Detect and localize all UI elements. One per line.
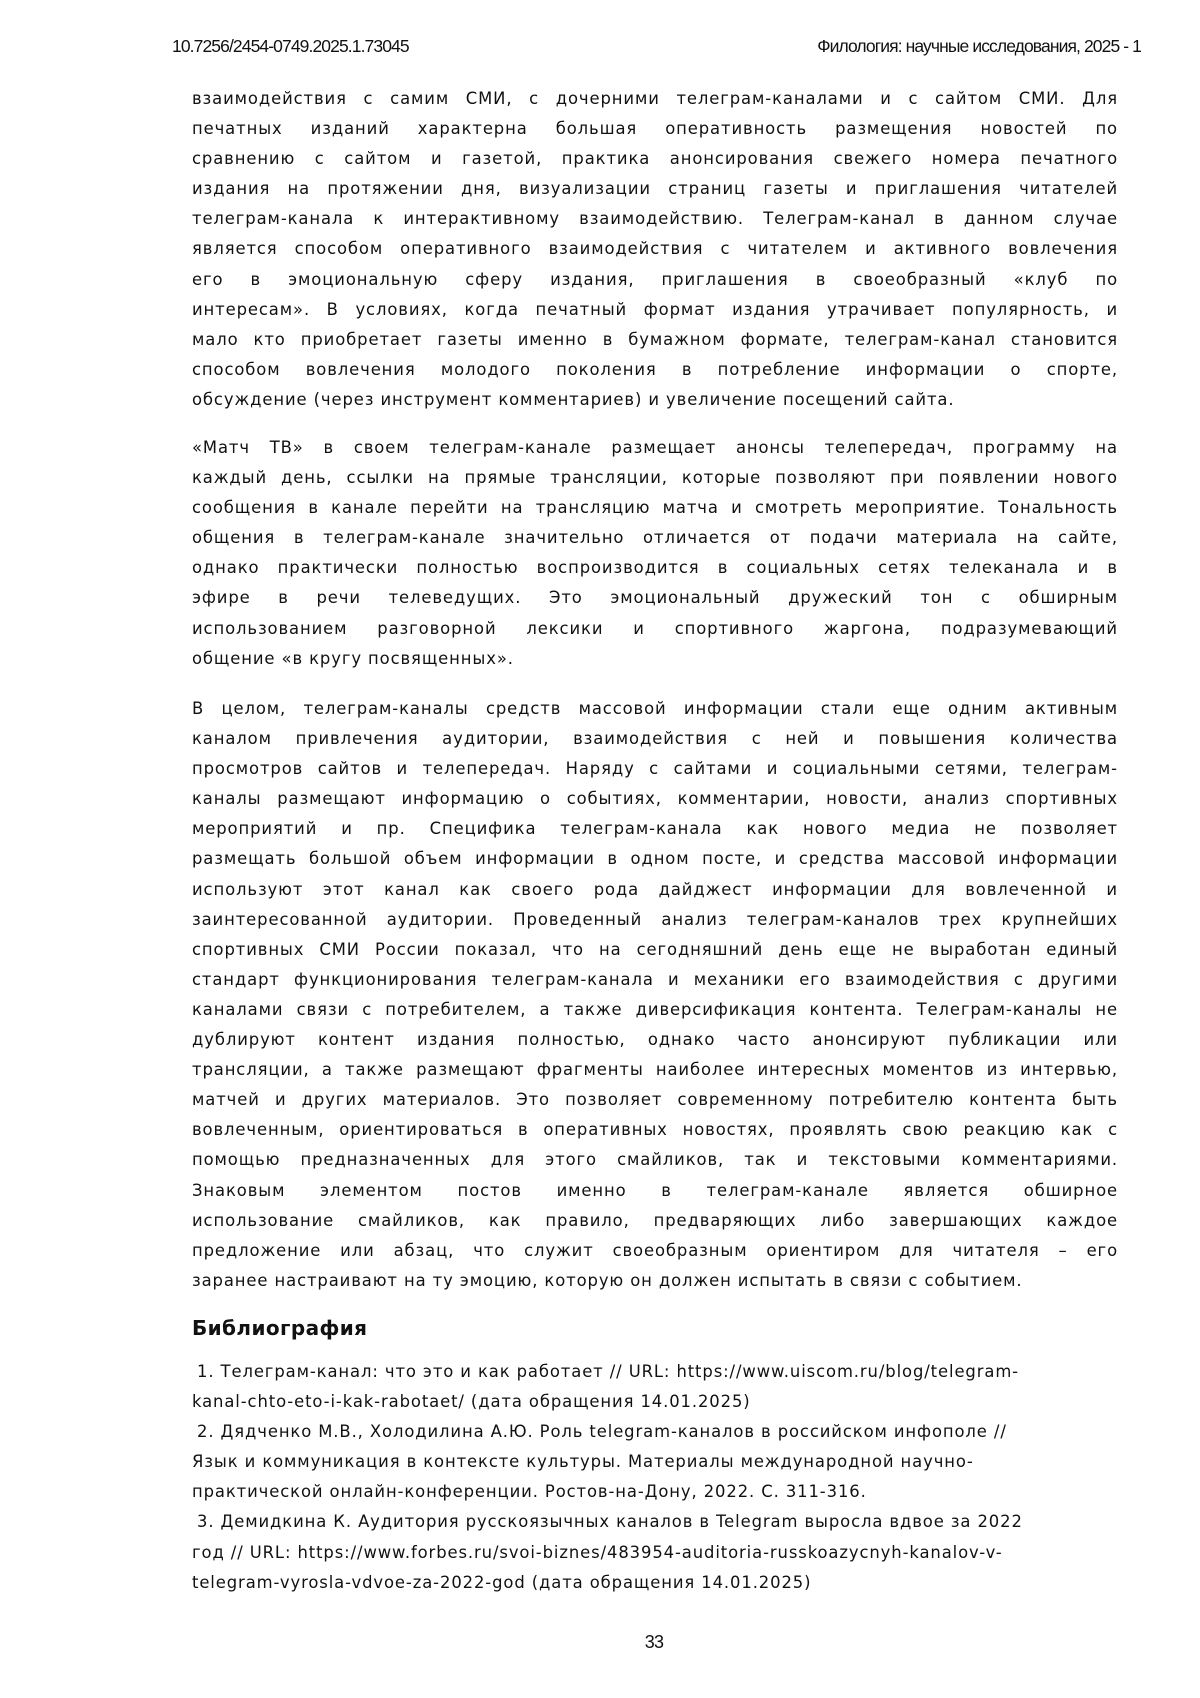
paragraph-3 (192, 694, 1118, 1296)
text-line: интересам». В условиях, когда печатный формат издания утрачивает популярность, и (192, 299, 1118, 319)
text-line: используют этот канал как своего рода дайджест информации для вовлеченной и (192, 879, 1118, 899)
text-line: матчей и других материалов. Это позволяет современному потребителю контента быть (192, 1090, 1118, 1110)
bibliography-entry-continuation: kanal-chto-eto-i-kak-rabotaet/ (дата обращения 14.01.2025) (192, 1392, 751, 1412)
bibliography-entry: 2. Дядченко М.В., Холодилина А.Ю. Роль telegram-каналов в российском инфополе // (197, 1422, 1007, 1442)
text-line: сообщения в канале перейти на трансляцию матча и смотреть мероприятие. Тональность (192, 498, 1118, 518)
doi-header: 10.7256/2454-0749.2025.1.73045 (172, 36, 409, 56)
text-line: каналы размещают информацию о событиях, комментарии, новости, анализ спортивных (192, 789, 1118, 809)
text-line: мало кто приобретает газеты именно в бумажном формате, телеграм-канал становится (192, 329, 1118, 349)
text-line: «Матч ТВ» в своем телеграм-канале размещает анонсы телепередач, программу на (192, 438, 1118, 457)
text-line: каналами связи с потребителем, а также диверсификация контента. Телеграм-каналы не (192, 999, 1118, 1019)
text-line: использование смайликов, как правило, предваряющих либо завершающих каждое (192, 1210, 1118, 1230)
bibliography-entry: 1. Телеграм-канал: что это и как работает // URL: https://www.uiscom.ru/blog/telegram- (197, 1362, 1019, 1381)
text-line: использованием разговорной лексики и спортивного жаргона, подразумевающий (192, 618, 1118, 638)
text-line: трансляции, а также размещают фрагменты наиболее интересных моментов из интервью, (192, 1060, 1118, 1080)
text-line: общения в телеграм-канале значительно отличается от подачи материала на сайте, (192, 528, 1118, 548)
page-number: 33 (644, 1632, 664, 1652)
text-line: эфире в речи телеведущих. Это эмоциональный дружеский тон с обширным (192, 588, 1118, 608)
text-line: однако практически полностью воспроизводится в социальных сетях телеканала и в (192, 558, 1118, 578)
text-line: способом вовлечения молодого поколения в потребление информации о спорте, (192, 359, 1118, 379)
text-line: его в эмоциональную сферу издания, приглашения в своеобразный «клуб по (192, 269, 1118, 289)
text-line: телеграм-канала к интерактивному взаимодействию. Телеграм-канал в данном случае (192, 209, 1118, 229)
text-line: просмотров сайтов и телепередач. Наряду с сайтами и социальными сетями, телеграм- (192, 759, 1118, 779)
text-line: Знаковым элементом постов именно в телеграм-канале является обширное (192, 1180, 1118, 1200)
bibliography-entry: 3. Демидкина К. Аудитория русскоязычных каналов в Telegram выросла вдвое за 2022 (197, 1512, 1023, 1532)
text-line: заранее настраивают на ту эмоцию, которую он должен испытать в связи с событием. (192, 1270, 1023, 1290)
text-line: каналом привлечения аудитории, взаимодействия с ней и повышения количества (192, 729, 1118, 749)
text-line: печатных изданий характерна большая оперативность размещения новостей по (192, 119, 1118, 139)
text-line: каждый день, ссылки на прямые трансляции, которые позволяют при появлении нового (192, 468, 1118, 488)
text-line: взаимодействия с самим СМИ, с дочерними телеграм-каналами и с сайтом СМИ. Для (192, 89, 1118, 108)
text-line: спортивных СМИ России показал, что на сегодняшний день еще не выработан единый (192, 939, 1118, 959)
text-line: сравнению с сайтом и газетой, практика анонсирования свежего номера печатного (192, 149, 1118, 169)
text-line: является способом оперативного взаимодействия с читателем и активного вовлечения (192, 239, 1118, 259)
journal-header: Филология: научные исследования, 2025 - 1 (817, 36, 1141, 56)
paragraph-2 (192, 433, 1118, 674)
text-line: В целом, телеграм-каналы средств массовой информации стали еще одним активным (192, 699, 1118, 718)
text-line: обсуждение (через инструмент комментариев) и увеличение посещений сайта. (192, 389, 955, 409)
bibliography-entry-continuation: Язык и коммуникация в контексте культуры. Материалы международной научно- (192, 1452, 974, 1472)
bibliography-entry-continuation: практической онлайн-конференции. Ростов-на-Дону, 2022. С. 311-316. (192, 1482, 867, 1502)
text-line: стандарт функционирования телеграм-канала и механики его взаимодействия с другими (192, 969, 1118, 989)
text-line: вовлеченным, ориентироваться в оперативных новостях, проявлять свою реакцию как с (192, 1120, 1118, 1140)
text-line: заинтересованной аудитории. Проведенный анализ телеграм-каналов трех крупнейших (192, 909, 1118, 929)
text-line: дублируют контент издания полностью, однако часто анонсируют публикации или (192, 1030, 1118, 1050)
paragraph-1 (192, 84, 1118, 415)
bibliography-entry-continuation: год // URL: https://www.forbes.ru/svoi-biznes/483954-auditoria-russkoazycnyh-kanalov-v- (192, 1542, 1003, 1562)
text-line: издания на протяжении дня, визуализации страниц газеты и приглашения читателей (192, 179, 1118, 199)
bibliography-list (192, 1357, 1118, 1598)
bibliography-entry-continuation: telegram-vyrosla-vdvoe-za-2022-god (дата обращения 14.01.2025) (192, 1572, 812, 1592)
text-line: предложение или абзац, что служит своеобразным ориентиром для читателя – его (192, 1240, 1118, 1260)
bibliography-heading: Библиография (192, 1316, 368, 1340)
text-line: помощью предназначенных для этого смайликов, так и текстовыми комментариями. (192, 1150, 1118, 1170)
text-line: мероприятий и пр. Специфика телеграм-канала как нового медиа не позволяет (192, 819, 1118, 839)
text-line: размещать большой объем информации в одном посте, и средства массовой информации (192, 849, 1118, 869)
text-line: общение «в кругу посвященных». (192, 648, 514, 668)
